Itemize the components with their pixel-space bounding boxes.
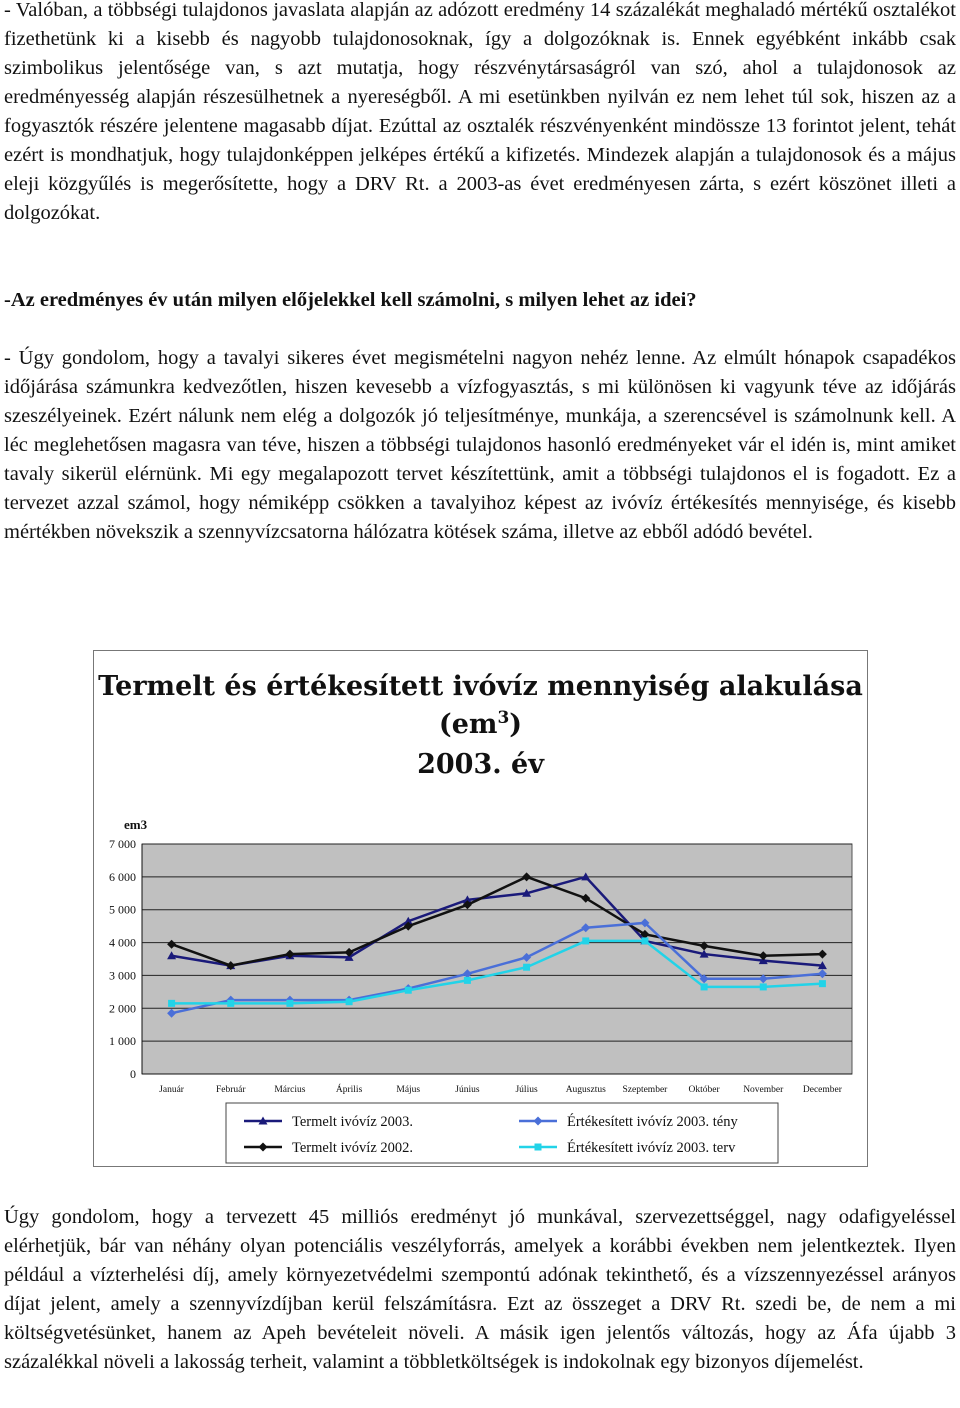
legend-label: Értékesített ivóvíz 2003. tény [567,1114,738,1130]
series-4-point [819,980,826,987]
series-4-point [582,937,589,944]
legend-label: Termelt ivóvíz 2002. [292,1140,413,1156]
x-tick-label: Június [455,1085,480,1095]
y-tick-label: 5 000 [109,902,136,917]
series-4-point [701,983,708,990]
series-4-point [168,1000,175,1007]
x-tick-label: Január [159,1085,184,1095]
series-4-point [227,1000,234,1007]
y-axis-label: em3 [124,817,148,832]
x-tick-label: Február [215,1085,246,1095]
paragraph-closing: Úgy gondolom, hogy a tervezett 45 milliós eredményt jó munkával, szervezettséggel, nagy odafigyeléssel elérhetjük, bár van néhány olyan potenciális veszélyforrás, amelyek a korábbi években nem jelentkeztek. Ilyen például a vízterhelési díj, amely környezetvédelmi szempontú adónak tekinthető, és a vízszennyezéssel arányos díjat jelent, amely a szennyvízdíjban kerül felszámításra. Ezt az összeget a DRV Rt. szedi be, de nem a mi költségvetésünket, hanem az Apeh bevételeit növeli. A másik igen jelentős változás, hogy az Áfa újabb 3 százalékkal növeli a lakosság terheit, valamint a többletköltségek is indokolnak egy bizonyos díjemelést. [4,1206,956,1373]
series-4-point [641,937,648,944]
legend-label: Értékesített ivóvíz 2003. terv [567,1140,736,1156]
y-tick-label: 1 000 [109,1034,136,1049]
x-tick-label: December [802,1085,842,1095]
y-tick-label: 7 000 [109,837,136,851]
x-tick-label: Október [688,1085,720,1095]
x-tick-label: Május [396,1085,421,1095]
series-4-point [523,964,530,971]
legend-swatch-marker [535,1144,542,1151]
x-tick-label: Április [335,1085,363,1095]
x-tick-label: Március [274,1085,306,1095]
series-4-point [286,1000,293,1007]
x-tick-label: Szeptember [622,1085,668,1095]
chart-title-unit-base: (em [438,709,498,740]
x-tick-label: Augusztus [565,1085,606,1095]
x-tick-label: Július [515,1085,538,1095]
series-4-point [405,987,412,994]
paragraph-intro: - Valóban, a többségi tulajdonos javaslata alapján az adózott eredmény 14 százalékát meghaladó mértékű osztalékot fizethetünk ki a kisebb és nagyobb tulajdonosoknak, így a dolgozóknak is. Ennek egyébként inkább csak szimbolikus jelentősége van, s azt mutatja, hogy részvénytársaságról van szó, ahol a tulajdonosok az eredményesség alapján részesülhetnek a nyereségből. A mi esetünkben nyilván ez nem lehet túl sok, hiszen az a fogyasztók részére jelentene magasabb díjat. Ezúttal az osztalék részvényenként mindössze 13 forintot jelent, tehát ezért is mondhatjuk, hogy tulajdonképpen jelképes értékű a kifizetés. Mindezek alapján a tulajdonosok és a május eleji közgyűlés is megerősítette, hogy a DRV Rt. a 2003-as évet eredményesen zárta, s ezért köszönet illeti a dolgozókat. [4,0,956,224]
paragraph-answer: - Úgy gondolom, hogy a tavalyi sikeres évet megismételni nagyon nehéz lenne. Az elmúlt hónapok csapadékos időjárása számunkra kedvezőtlen, hiszen kevesebb a vízfogyasztás, s mi különösen ki vagyunk téve az időjárás szeszélyeinek. Ezért nálunk nem elég a dolgozók jó teljesítménye, munkája, a szerencsével is számolnunk kell. A léc meglehetősen magasra van téve, hiszen a többségi tulajdonos hasonló eredményeket vár el idén is, mint amiket tavaly sikerül elérnünk. Mi egy megalapozott tervet készítettünk, amit a többségi tulajdonos el is fogadott. Ez a tervezet azzal számol, hogy némiképp csökken a tavalyihoz képest az ivóvíz értékesítés mennyisége, és kisebb mértékben növekszik a szennyvízcsatorna hálózatra kötések száma, illetve az ebből adódó bevétel. [4,347,956,543]
chart-title-unit-sup: 3 [497,708,510,728]
x-tick-label: November [743,1085,784,1095]
y-tick-label: 4 000 [109,935,136,950]
interview-question: -Az eredményes év után milyen előjelekkel kell számolni, s milyen lehet az idei? [4,289,697,311]
series-4-point [464,977,471,984]
chart-title-line1: Termelt és értékesített ivóvíz mennyiség alakulása [98,671,863,702]
chart-frame [93,650,868,1167]
line-chart [94,651,867,1166]
y-tick-label: 2 000 [109,1001,136,1016]
series-4-point [346,998,353,1005]
y-tick-label: 0 [130,1067,136,1081]
chart-title-line3: 2003. év [417,749,544,780]
series-4-point [760,983,767,990]
chart-title-unit-end: ) [509,709,523,740]
y-tick-label: 3 000 [109,968,136,983]
legend-label: Termelt ivóvíz 2003. [292,1114,413,1130]
y-tick-label: 6 000 [109,869,136,884]
